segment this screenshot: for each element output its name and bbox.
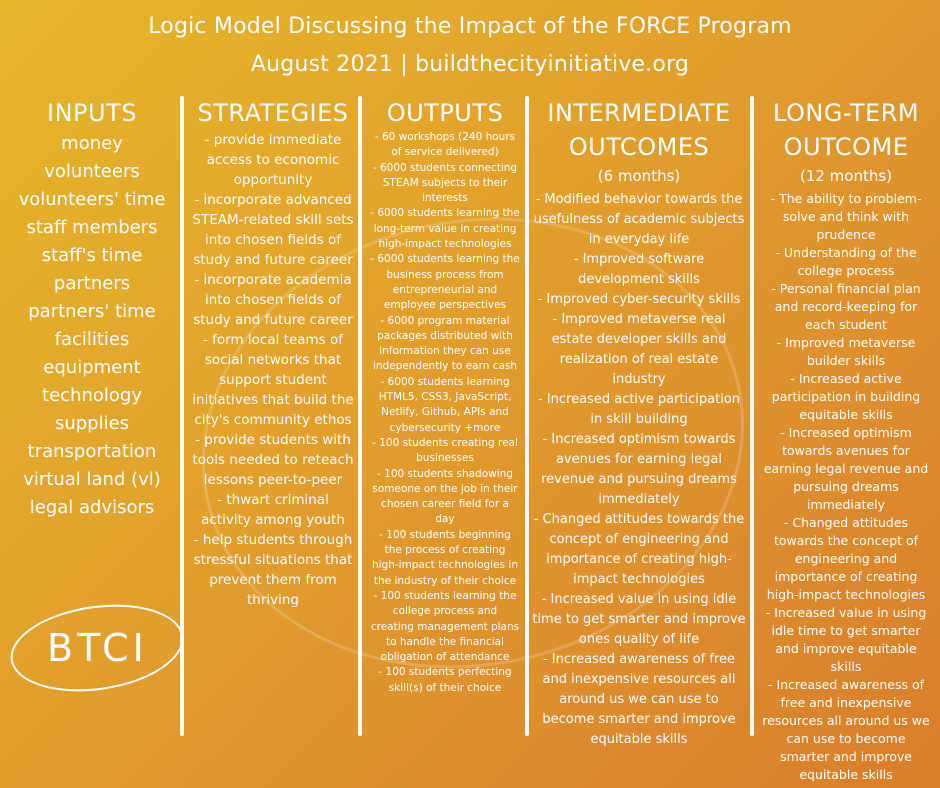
list-item: equipment xyxy=(43,357,141,378)
list-item: - incorporate advanced STEAM-related skill sets into chosen fields of study and future career xyxy=(192,192,354,268)
long-term-timeframe: (12 months) xyxy=(799,167,893,185)
inputs-list xyxy=(8,130,176,522)
list-item: - The ability to problem-solve and think with prudence xyxy=(770,191,922,242)
list-item: - Increased active participation in skill building xyxy=(537,392,741,427)
intermediate-heading-line2: OUTCOMES xyxy=(568,133,710,161)
list-item: - 100 students beginning the process of creating high-impact technologies in the industry of their choice xyxy=(371,528,518,587)
list-item: - 6000 students learning the long-term value in creating high-impact technologies xyxy=(370,207,520,251)
list-item: partners' time xyxy=(28,301,156,322)
outputs-list xyxy=(370,130,520,696)
inputs-column xyxy=(8,96,176,522)
list-item: - Understanding of the college process xyxy=(775,245,917,278)
list-item: - Improved cyber-security skills xyxy=(537,292,741,307)
list-item: - incorporate academia into chosen fields of study and future career xyxy=(193,272,353,328)
list-item: - 100 students learning the college process and creating management plans to handle the financial obligation of attendance xyxy=(370,589,520,664)
long-term-heading-line1: LONG-TERM xyxy=(772,99,920,127)
list-item: transportation xyxy=(27,441,157,462)
list-item: - 60 workshops (240 hours of service delivered) xyxy=(374,131,516,159)
list-item: - Increased awareness of free and inexpensive resources all around us we can use to become smarter and improve equitable skills xyxy=(762,677,930,782)
list-item: legal advisors xyxy=(29,497,155,518)
list-item: - Modified behavior towards the usefulness of academic subjects in everyday life xyxy=(533,192,745,247)
list-item: - 6000 program material packages distributed with information they can use independently to earn cash xyxy=(372,314,518,373)
intermediate-outcomes-column xyxy=(532,96,746,750)
page-subtitle: August 2021 | buildthecityinitiative.org xyxy=(250,52,690,77)
list-item: - Increased value in using idle time to get smarter and improve ones quality of life xyxy=(532,592,746,647)
outputs-heading: OUTPUTS xyxy=(386,99,504,127)
column-divider xyxy=(525,96,529,736)
list-item: - Increased awareness of free and inexpensive resources all around us we can use to become smarter and improve equitable skills xyxy=(542,652,736,747)
btci-logo xyxy=(5,594,189,701)
long-term-outcome-column xyxy=(760,96,932,784)
list-item: - provide immediate access to economic opportunity xyxy=(204,132,342,188)
list-item: - thwart criminal activity among youth xyxy=(201,492,345,528)
list-item: - 100 students perfecting skill(s) of their choice xyxy=(378,666,512,694)
list-item: - help students through stressful situations that prevent them from thriving xyxy=(193,532,353,608)
list-item: - Changed attitudes towards the concept of engineering and importance of creating high-impact technologies xyxy=(766,515,926,602)
page-title: Logic Model Discussing the Impact of the FORCE Program xyxy=(148,14,792,39)
list-item: virtual land (vl) xyxy=(23,469,161,490)
list-item: technology xyxy=(42,385,142,406)
list-item: staff members xyxy=(26,217,158,238)
list-item: - 6000 students learning HTML5, CSS3, JavaScript, Netlify, Github, APIs and cybersecurity +more xyxy=(378,375,512,434)
list-item: - Personal financial plan and record-keeping for each student xyxy=(771,281,921,332)
list-item: supplies xyxy=(54,413,130,434)
strategies-heading: STRATEGIES xyxy=(197,99,349,127)
outputs-column xyxy=(370,96,520,696)
list-item: - Increased optimism towards avenues for earning legal revenue and pursuing dreams immediately xyxy=(541,432,737,507)
list-item: - 6000 students connecting STEAM subjects to their interests xyxy=(372,161,518,205)
list-item: - Improved metaverse real estate developer skills and realization of real estate industry xyxy=(551,312,727,387)
list-item: - Changed attitudes towards the concept of engineering and importance of creating high-impact technologies xyxy=(533,512,745,587)
list-item: volunteers xyxy=(44,161,140,182)
list-item: money xyxy=(61,133,123,154)
list-item: - 6000 students learning the business process from entrepreneurial and employee perspectives xyxy=(370,253,520,312)
strategies-list xyxy=(192,130,354,610)
list-item: - form local teams of social networks that support student initiatives that build the city's community ethos xyxy=(192,332,354,428)
list-item: - Increased value in using idle time to get smarter and improve equitable skills xyxy=(765,605,927,674)
long-term-list xyxy=(760,190,932,784)
btci-logo-text: BTCI xyxy=(46,626,148,671)
list-item: facilities xyxy=(54,329,130,350)
inputs-heading: INPUTS xyxy=(47,99,137,127)
strategies-column xyxy=(192,96,354,610)
intermediate-list xyxy=(532,190,746,750)
list-item: - 100 students creating real businesses xyxy=(372,436,518,465)
list-item: - provide students with tools needed to reteach lessons peer-to-peer xyxy=(192,432,354,488)
list-item: - Improved metaverse builder skills xyxy=(776,335,916,368)
intermediate-heading-line1: INTERMEDIATE xyxy=(547,99,731,127)
list-item: staff's time xyxy=(41,245,143,266)
list-item: partners xyxy=(53,273,131,294)
long-term-heading-line2: OUTCOME xyxy=(783,133,909,161)
list-item: - Increased active participation in building equitable skills xyxy=(771,371,921,422)
list-item: volunteers' time xyxy=(18,189,166,210)
list-item: - Increased optimism towards avenues for earning legal revenue and pursuing dreams immediately xyxy=(763,425,929,512)
column-divider xyxy=(358,96,362,736)
column-divider xyxy=(750,96,754,736)
list-item: - Improved software development skills xyxy=(573,252,705,287)
intermediate-timeframe: (6 months) xyxy=(597,167,681,185)
list-item: - 100 students shadowing someone on the job in their chosen career field for a day xyxy=(372,467,518,526)
